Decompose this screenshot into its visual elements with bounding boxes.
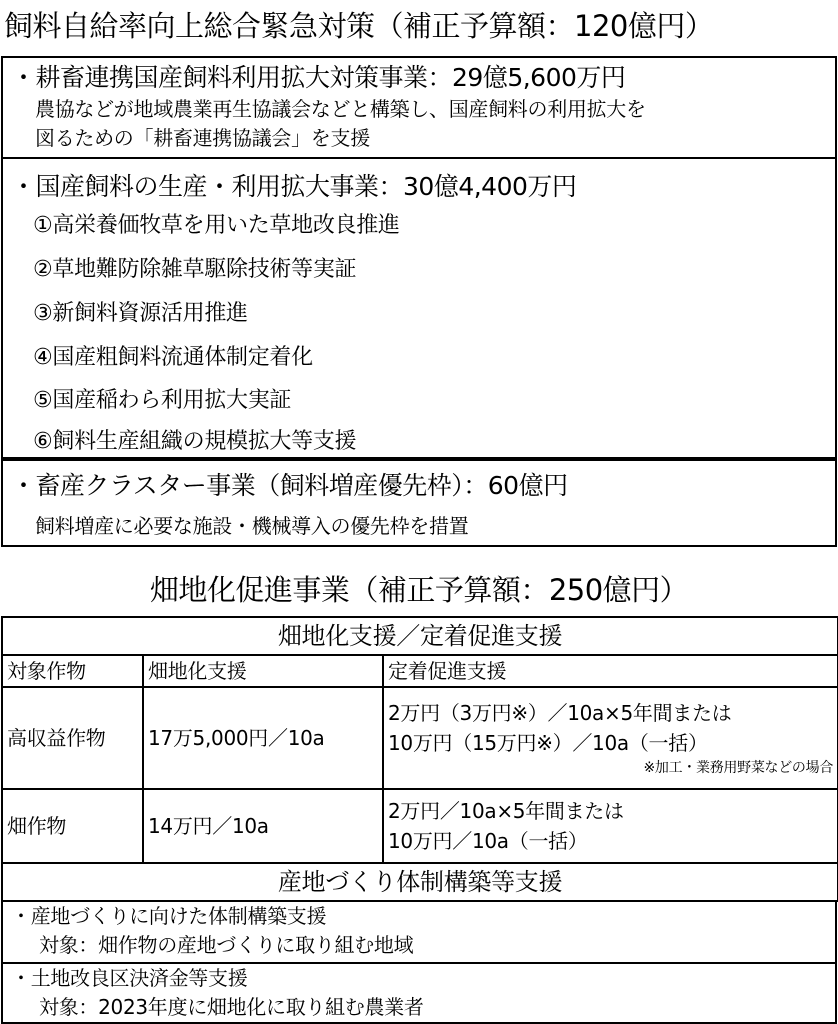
list-item: ②草地難防除雑草駆除技術等実証 (33, 257, 357, 282)
page-title: 飼料自給率向上総合緊急対策（補正予算額：120億円） (4, 9, 714, 43)
support-item-target: 対象：畑作物の産地づくりに取り組む地域 (39, 933, 414, 957)
conversion-cell: 17万5,000円／10a (143, 687, 383, 789)
section-box-cluster (1, 459, 837, 547)
footnote: ※加工・業務用野菜などの場合 (643, 760, 834, 776)
support-item-box (1, 962, 837, 1024)
section-box-kouchiku (1, 56, 837, 159)
settle-line: 2万円／10a×5年間または (388, 799, 624, 823)
section-box-kokusan (1, 157, 837, 459)
settle-line: 2万円（3万円※）／10a×5年間または (388, 701, 732, 725)
list-item: ③新飼料資源活用推進 (33, 301, 248, 326)
list-item: ④国産粗飼料流通体制定着化 (33, 345, 313, 370)
section-heading: ・国産飼料の生産・利用拡大事業：30億4,400万円 (11, 172, 577, 201)
table-section-title: 畑地化支援／定着促進支援 (2, 617, 838, 655)
section-heading: ・耕畜連携国産飼料利用拡大対策事業：29億5,600万円 (11, 63, 626, 92)
support-item-box (1, 900, 837, 964)
column-header: 畑地化支援 (143, 655, 383, 687)
support-item-heading: ・土地改良区決済金等支援 (11, 966, 248, 990)
crop-cell: 高収益作物 (2, 687, 143, 789)
column-header: 対象作物 (2, 655, 143, 687)
settle-line: 10万円／10a（一括） (388, 829, 588, 853)
conversion-cell: 14万円／10a (143, 789, 383, 863)
section-heading: ・畜産クラスター事業（飼料増産優先枠）：60億円 (11, 471, 568, 500)
support-item-heading: ・産地づくりに向けた体制構築支援 (11, 904, 327, 928)
column-header: 定着促進支援 (383, 655, 838, 687)
list-item: ①高栄養価牧草を用いた草地改良推進 (33, 213, 400, 238)
table-row (2, 789, 838, 863)
section-description: 図るための「耕畜連携協議会」を支援 (35, 126, 370, 150)
section-title: 畑地化促進事業（補正予算額：250億円） (149, 573, 689, 607)
crop-cell: 畑作物 (2, 789, 143, 863)
list-item: ⑤国産稲わら利用拡大実証 (33, 388, 292, 413)
section-description: 飼料増産に必要な施設・機械導入の優先枠を措置 (35, 514, 469, 538)
table-row (2, 687, 838, 789)
settle-cell (383, 687, 838, 789)
settle-line: 10万円（15万円※）／10a（一括） (388, 731, 708, 755)
table-section-title: 産地づくり体制構築等支援 (2, 863, 838, 901)
support-table (1, 616, 838, 902)
support-item-target: 対象：2023年度に畑地化に取り組む農業者 (39, 995, 424, 1019)
list-item: ⑥飼料生産組織の規模拡大等支援 (33, 429, 357, 454)
settle-cell (383, 789, 838, 863)
section-description: 農協などが地域農業再生協議会などと構築し、国産飼料の利用拡大を (35, 97, 646, 121)
